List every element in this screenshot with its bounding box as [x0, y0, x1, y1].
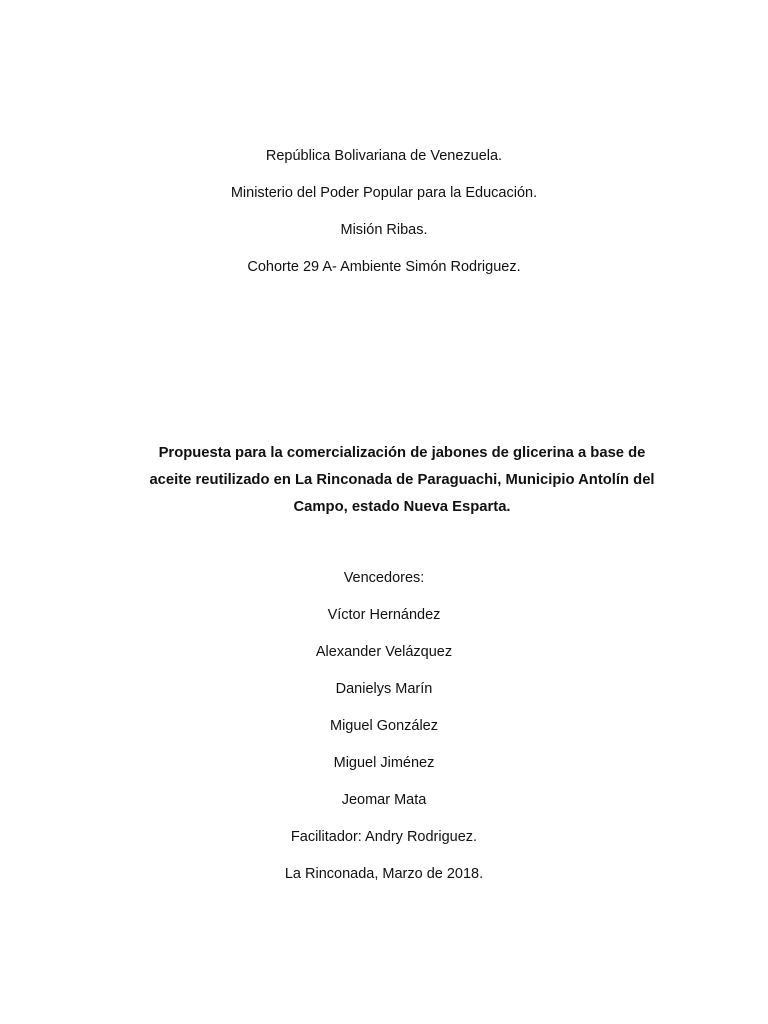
author-name: Miguel Jiménez: [333, 755, 435, 771]
title-line-3: Campo, estado Nueva Esparta.: [293, 499, 511, 515]
header-mission: Misión Ribas.: [340, 222, 428, 238]
header-cohort: Cohorte 29 A- Ambiente Simón Rodriguez.: [247, 259, 521, 275]
author-name: Miguel González: [330, 718, 438, 734]
title-line-2: aceite reutilizado en La Rinconada de Paraguachi, Municipio Antolín del: [149, 472, 655, 488]
place-date: La Rinconada, Marzo de 2018.: [284, 866, 484, 882]
facilitator: Facilitador: Andry Rodriguez.: [290, 829, 478, 845]
author-name: Víctor Hernández: [327, 607, 441, 623]
header-republic: República Bolivariana de Venezuela.: [265, 148, 503, 164]
author-name: Jeomar Mata: [341, 792, 427, 808]
authors-label: Vencedores:: [343, 570, 425, 586]
document-title: [140, 440, 664, 521]
author-name: Alexander Velázquez: [315, 644, 453, 660]
header-ministry: Ministerio del Poder Popular para la Educación.: [230, 185, 538, 201]
title-line-1: Propuesta para la comercialización de jabones de glicerina a base de: [158, 445, 646, 461]
author-name: Danielys Marín: [335, 681, 433, 697]
